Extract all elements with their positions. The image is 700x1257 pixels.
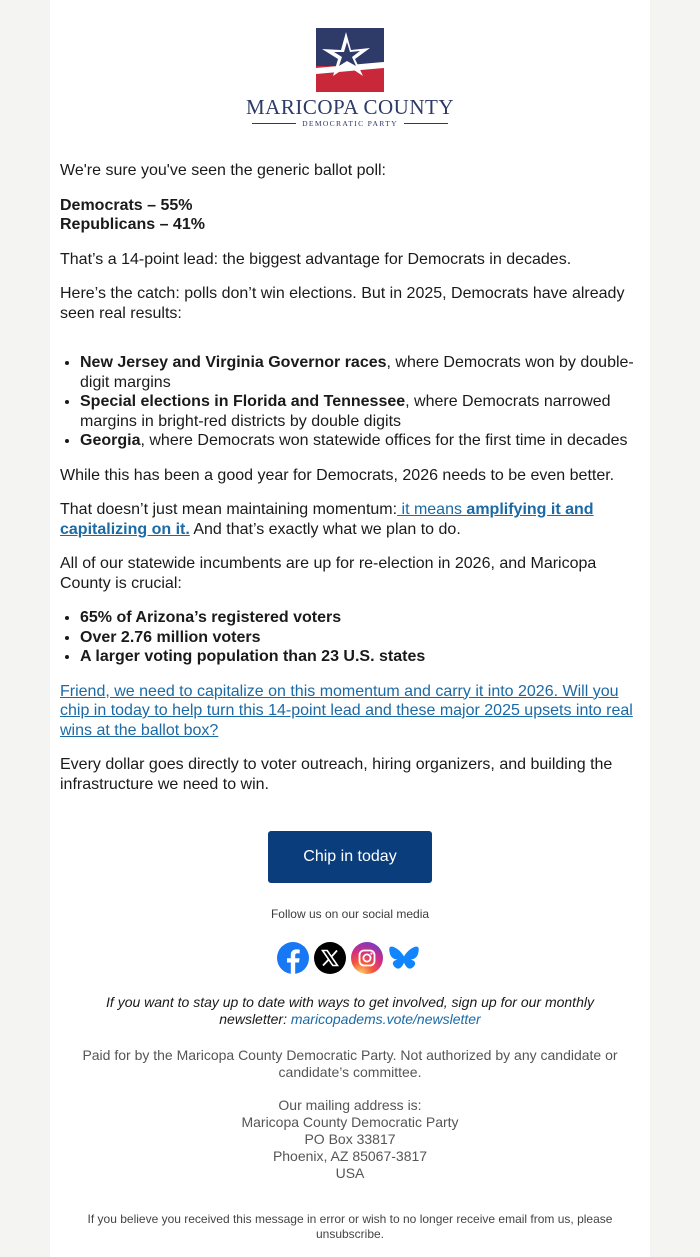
address-intro: Our mailing address is: [278,1097,422,1113]
cta-container [268,831,432,883]
momentum-link-plain: it means [397,501,467,518]
list-item [80,353,640,392]
result-text: , where Democrats narrowed margins in bright-red districts by double digits [80,393,611,430]
result-bold: Georgia [80,432,141,449]
lead-paragraph: That’s a 14-point lead: the biggest advantage for Democrats in decades. [60,250,572,268]
logo-divider [252,123,296,124]
list-item: • 65% of Arizona’s registered voters [80,608,640,628]
message-content [60,161,640,809]
stats-list [60,608,640,667]
list-item: • A larger voting population than 23 U.S. states [80,647,640,667]
party-logo[interactable] [50,28,650,128]
logo-subtitle: DEMOCRATIC PARTY [302,119,398,128]
result-bold: New Jersey and Virginia Governor races [80,354,387,371]
logo-subtitle-row [50,119,650,128]
newsletter-text: If you want to stay up to date with ways to get involved, sign up for our monthly newsletter: [106,994,594,1027]
address-line: Phoenix, AZ 85067-3817 [272,1148,428,1164]
momentum-text: That doesn’t just mean maintaining momentum: [60,501,398,518]
catch-paragraph: Here’s the catch: polls don’t win elections. But in 2025, Democrats have already seen real results: [60,285,625,322]
good-year-paragraph: While this has been a good year for Democrats, 2026 needs to be even better. [60,466,615,484]
result-text: , where Democrats won by double-digit margins [80,354,634,391]
list-item [80,392,640,431]
chip-in-button[interactable]: Chip in today [268,831,432,883]
poll-democrats: Democrats – 55% [60,196,193,214]
paid-for-disclaimer: Paid for by the Maricopa County Democratic Party. Not authorized by any candidate or candidate’s committee. [82,1047,618,1080]
poll-results [60,196,640,235]
list-item: • Over 2.76 million voters [80,628,640,648]
address-line: PO Box 33817 [304,1131,396,1147]
result-text: , where Democrats won statewide offices for the first time in decades [140,432,628,449]
incumbents-paragraph: All of our statewide incumbents are up for re-election in 2026, and Maricopa County is crucial: [60,555,597,592]
bluesky-icon[interactable] [387,941,421,975]
facebook-icon[interactable] [276,941,310,975]
intro-paragraph: We're sure you've seen the generic ballot poll: [60,162,386,179]
star-logo-icon [316,28,384,92]
dollar-paragraph: Every dollar goes directly to voter outreach, hiring organizers, and building the infrastructure we need to win. [60,756,613,793]
mailing-address [70,1097,630,1182]
newsletter-note [90,994,610,1027]
momentum-post-text: And that’s exactly what we plan to do. [189,520,461,538]
instagram-icon[interactable] [350,941,384,975]
poll-republicans: Republicans – 41% [60,216,205,233]
result-bold: Special elections in Florida and Tennessee [80,393,406,410]
social-icons [276,941,421,975]
donate-ask-link[interactable]: Friend, we need to capitalize on this momentum and carry it into 2026. Will you chip in today to help turn this 14-point lead and these major 2025 upsets into real wins at the ballot box? [60,682,633,739]
x-icon[interactable] [313,941,347,975]
momentum-link-bold: amplifying it and capitalizing on it. [60,501,594,538]
logo-divider [404,123,448,124]
email-body [50,0,650,1257]
address-line: Maricopa County Democratic Party [241,1114,459,1130]
list-item [80,431,640,451]
newsletter-link[interactable]: maricopadems.vote/newsletter [290,1010,481,1027]
results-list [60,353,640,451]
unsubscribe-note[interactable]: If you believe you received this message in error or wish to no longer receive email from us, please unsubscribe. [87,1212,613,1241]
logo-title: MARICOPA COUNTY [245,95,454,119]
follow-text: Follow us on our social media [270,907,430,921]
address-line: USA [335,1165,365,1181]
momentum-paragraph [60,500,640,539]
ask-paragraph [60,682,640,741]
